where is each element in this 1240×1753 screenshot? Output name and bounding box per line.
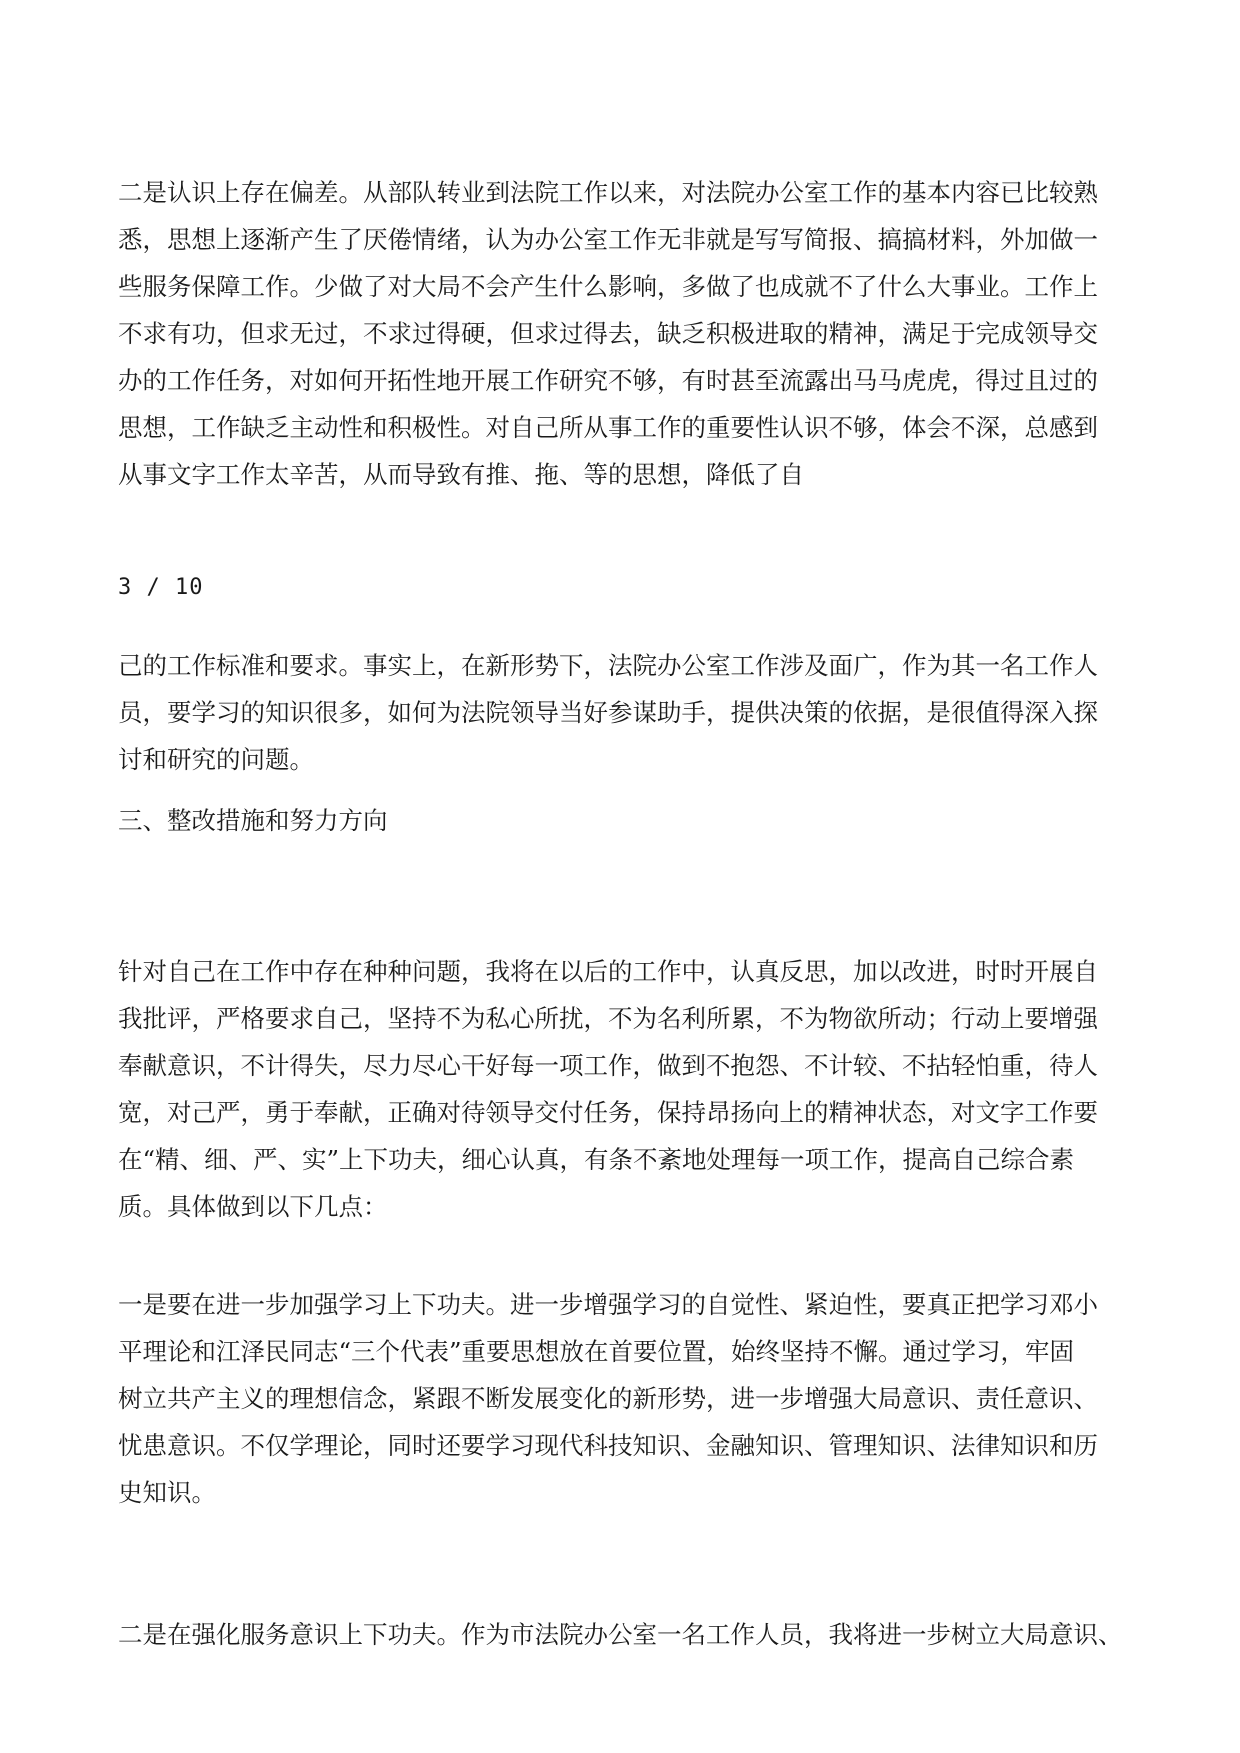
paragraph-cognition-deviation (118, 169, 1128, 498)
paragraph-work-standards (118, 642, 1128, 783)
paragraph-line: 忧患意识。不仅学理论，同时还要学习现代科技知识、金融知识、管理知识、法律知识和历 (118, 1431, 1098, 1460)
paragraph-line: 宽，对己严，勇于奉献，正确对待领导交付任务，保持昂扬向上的精神状态，对文字工作要 (118, 1098, 1098, 1127)
page-number-block (118, 564, 1128, 611)
paragraph-line: 奉献意识，不计得失，尽力尽心干好每一项工作，做到不抱怨、不计较、不拈轻怕重，待人 (118, 1051, 1098, 1080)
paragraph-line: 我批评，严格要求自己，坚持不为私心所扰，不为名利所累，不为物欲所动；行动上要增强 (118, 1004, 1098, 1033)
paragraph-line: 平理论和江泽民同志“三个代表”重要思想放在首要位置，始终坚持不懈。通过学习，牢固 (118, 1337, 1075, 1366)
paragraph-line: 二是在强化服务意识上下功夫。作为市法院办公室一名工作人员，我将进一步树立大局意识、 (118, 1620, 1123, 1649)
paragraph-line: 在“精、细、严、实”上下功夫，细心认真，有条不紊地处理每一项工作，提高自己综合素 (118, 1145, 1075, 1174)
paragraph-line: 质。具体做到以下几点： (118, 1192, 388, 1221)
paragraph-line: 二是认识上存在偏差。从部队转业到法院工作以来，对法院办公室工作的基本内容已比较熟 (118, 178, 1098, 207)
paragraph-line: 树立共产主义的理想信念，紧跟不断发展变化的新形势，进一步增强大局意识、责任意识、 (118, 1384, 1098, 1413)
paragraph-line: 讨和研究的问题。 (118, 745, 314, 774)
paragraph-line: 一是要在进一步加强学习上下功夫。进一步增强学习的自觉性、紧迫性，要真正把学习邓小 (118, 1290, 1098, 1319)
paragraph-rectification-intro (118, 948, 1128, 1230)
paragraph-line: 悉，思想上逐渐产生了厌倦情绪，认为办公室工作无非就是写写简报、搞搞材料，外加做一 (118, 225, 1098, 254)
paragraph-line: 史知识。 (118, 1478, 216, 1507)
paragraph-line: 己的工作标准和要求。事实上，在新形势下，法院办公室工作涉及面广，作为其一名工作人 (118, 651, 1098, 680)
paragraph-line: 思想，工作缺乏主动性和积极性。对自己所从事工作的重要性认识不够，体会不深，总感到 (118, 413, 1098, 442)
paragraph-service-awareness (118, 1611, 1128, 1658)
paragraph-strengthen-study (118, 1281, 1128, 1516)
paragraph-line: 不求有功，但求无过，不求过得硬，但求过得去，缺乏积极进取的精神，满足于完成领导交 (118, 319, 1098, 348)
page-number: 3 / 10 (118, 575, 204, 600)
paragraph-line: 针对自己在工作中存在种种问题，我将在以后的工作中，认真反思，加以改进，时时开展自 (118, 957, 1098, 986)
paragraph-line: 办的工作任务，对如何开拓性地开展工作研究不够，有时甚至流露出马马虎虎，得过且过的 (118, 366, 1098, 395)
section-heading: 三、整改措施和努力方向 (118, 806, 388, 835)
section-heading-block (118, 797, 1128, 844)
paragraph-line: 些服务保障工作。少做了对大局不会产生什么影响，多做了也成就不了什么大事业。工作上 (118, 272, 1098, 301)
paragraph-line: 从事文字工作太辛苦，从而导致有推、拖、等的思想，降低了自 (118, 460, 804, 489)
paragraph-line: 员，要学习的知识很多，如何为法院领导当好参谋助手，提供决策的依据，是很值得深入探 (118, 698, 1098, 727)
